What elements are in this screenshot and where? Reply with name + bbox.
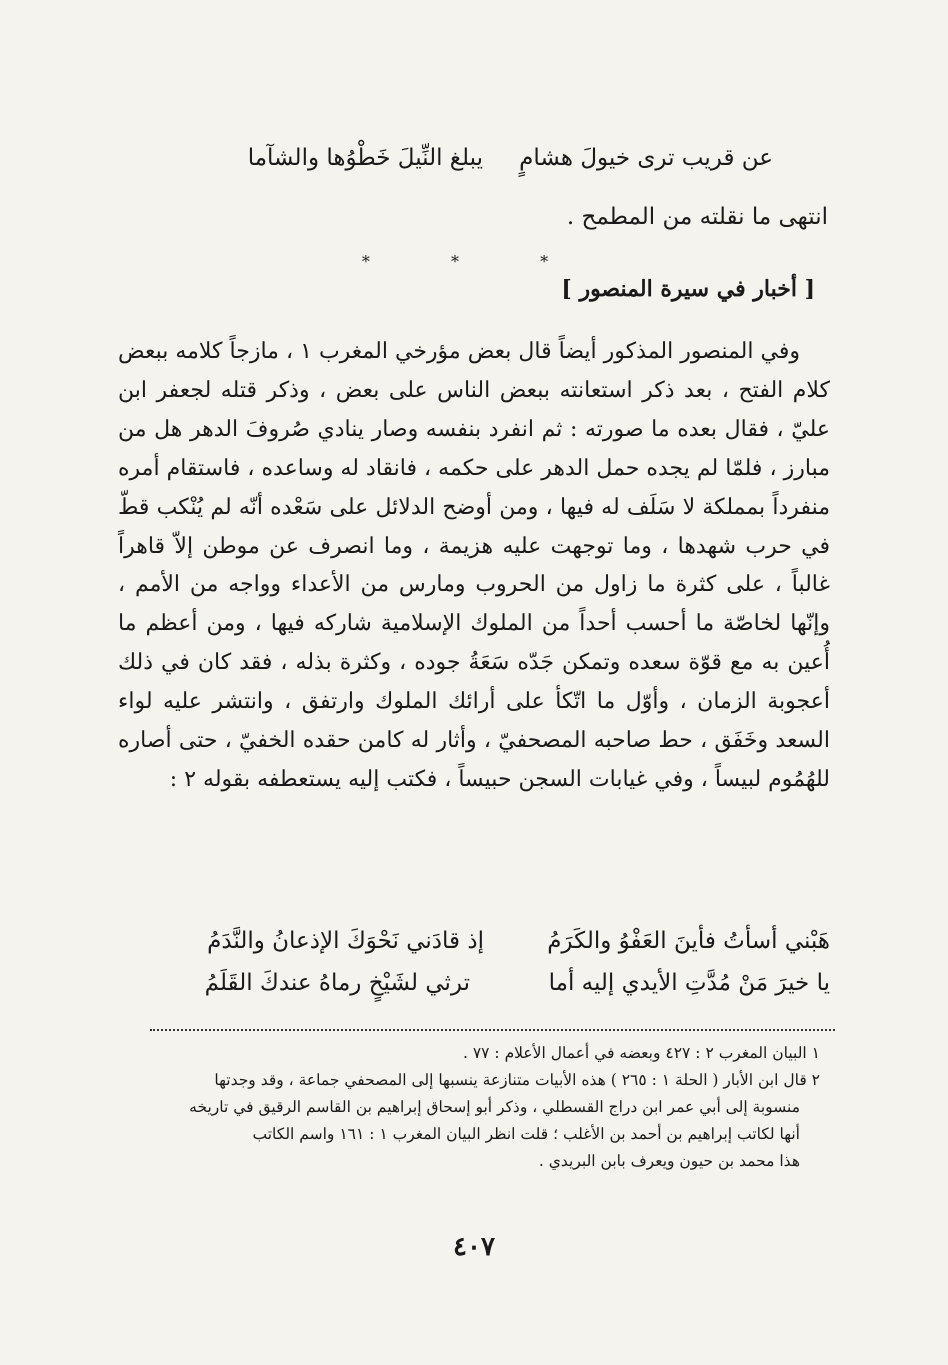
- section-heading: [ أخبار في سيرة المنصور ]: [561, 276, 815, 302]
- body-paragraph: [118, 333, 830, 800]
- footnote-2-continued: أنها لكاتب إبراهيم بن أحمد بن الأغلب ؛ قلت انظر البيان المغرب ١ : ١٦١ واسم الكاتب: [252, 1125, 800, 1143]
- section-separator: * * *: [361, 252, 587, 271]
- verse-hemistich-right: عن قريب ترى خيولَ هشامٍ: [519, 145, 773, 171]
- poem-line-2-left: ترثي لشَيْخٍ رماهُ عندكَ القَلَمُ: [204, 970, 470, 996]
- page-number: ٤٠٧: [453, 1232, 495, 1262]
- footnotes: [120, 1040, 820, 1175]
- verse-hemistich-left: يبلغ النِّيلَ خَطْوُها والشآما: [247, 145, 483, 171]
- footnote-divider: [150, 1029, 835, 1031]
- footnote-1: ١ البيان المغرب ٢ : ٤٢٧ وبعضه في أعمال الأعلام : ٧٧ .: [462, 1044, 820, 1062]
- footnote-2-continued: هذا محمد بن حيون ويعرف بابن البريدي .: [538, 1152, 800, 1170]
- poem-line-2-right: يا خيرَ مَنْ مُدَّتِ الأيدي إليه أما: [548, 970, 830, 996]
- paragraph-text: وفي المنصور المذكور أيضاً قال بعض مؤرخي المغرب ١ ، مازجاً كلامه ببعض كلام الفتح ، بعد ذكر استعانته ببعض الناس على بعض ، وذكر قتله لجعفر ابن عليّ ، فقال بعده ما صورته : ثم انفرد بنفسه وصار ينادي صُروفَ الدهر هل من مبارز ، فلمّا لم يجده حمل الدهر على حكمه ، فانقاد له وساعده ، فاستقام أمره منفرداً بمملكة لا سَلَف له فيها ، ومن أوضح الدلائل على سَعْده أنّه لم يُنْكب قطّ في حرب شهدها ، وما توجهت عليه هزيمة ، وما انصرف عن موطن إلاّ قاهراً غالباً ، على كثرة ما زاول من الحروب ومارس من الأعداء وواجه من الأمم ، وإنّها لخاصّة ما أحسب أحداً من الملوك الإسلامية شاركه فيها ، ومن أعظم ما أُعين به مع قوّة سعده وتمكن جَدّه سَعَةُ جوده ، وكثرة بذله ، فقد كان في ذلك أعجوبة الزمان ، وأوّل ما اتّكأ على أرائك الملوك وارتفق ، وانتشر عليه لواء السعد وخَفَق ، حط صاحبه المصحفيّ ، وأثار له كامن حقده الخفيّ ، حتى أصاره للهُمُوم لبيساً ، وفي غيابات السجن حبيساً ، فكتب إليه يستعطفه بقوله ٢ :: [118, 339, 830, 792]
- poem-line-1-left: إذ قادَني نَحْوَكَ الإذعانُ والنَّدَمُ: [207, 928, 484, 954]
- citation-end: انتهى ما نقلته من المطمح .: [566, 204, 828, 230]
- poem-line-1-right: هَبْني أسأتُ فأينَ العَفْوُ والكَرَمُ: [547, 928, 830, 954]
- footnote-2: ٢ قال ابن الأبار ( الحلة ١ : ٢٦٥ ) هذه الأبيات متنازعة ينسبها إلى المصحفي جماعة ، وقد وجدتها: [214, 1071, 820, 1089]
- footnote-2-continued: منسوبة إلى أبي عمر ابن دراج القسطلي ، وذكر أبو إسحاق إبراهيم بن القاسم الرقيق في تاريخه: [189, 1098, 800, 1116]
